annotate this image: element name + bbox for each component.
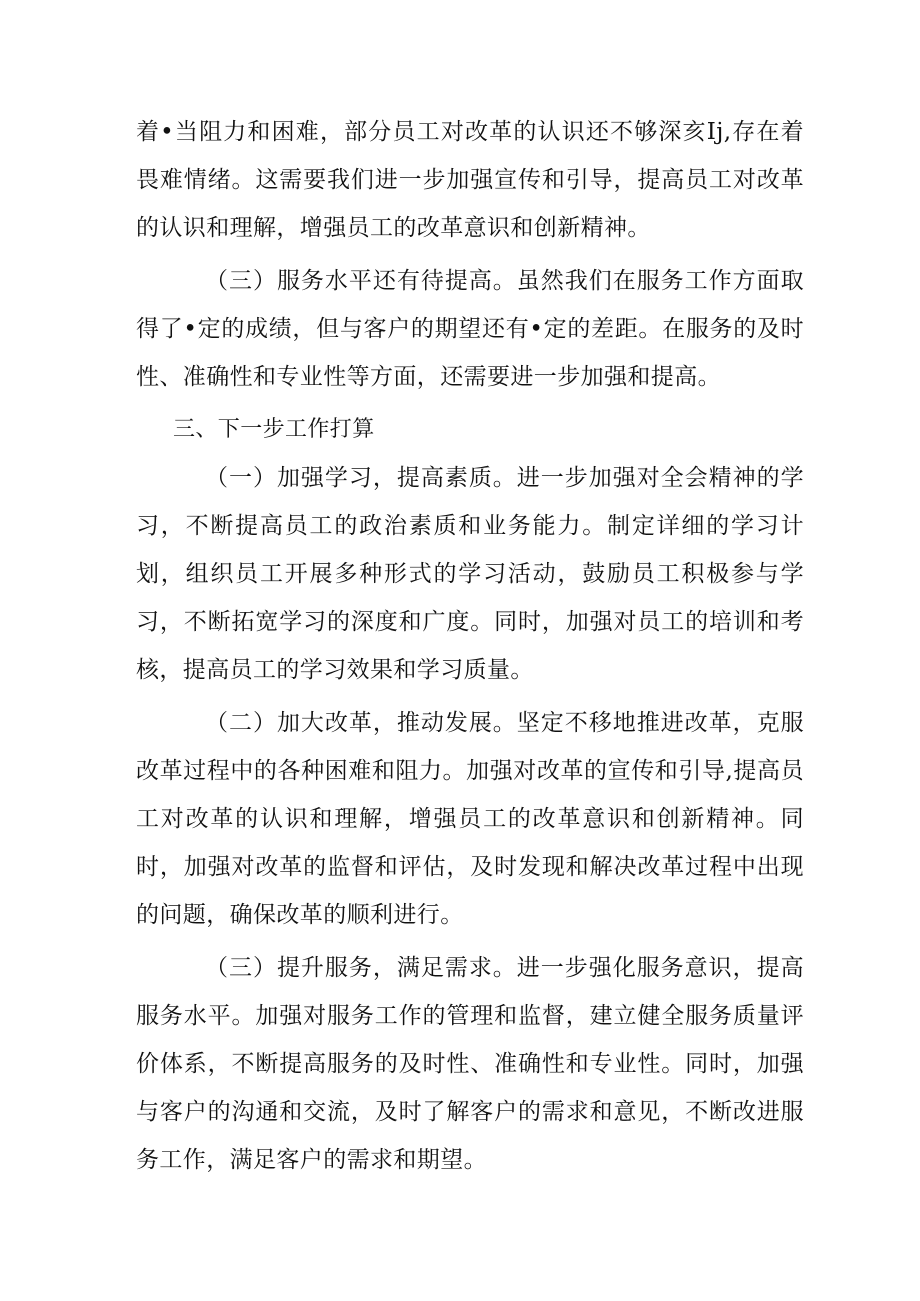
paragraph-reform: （二）加大改革，推动发展。坚定不移地推进改革，克服改革过程中的各种困难和阻力。加强对改革的宣传和引导,提高员工对改革的认识和理解，增强员工的改革意识和创新精神。同时，加强对改革的监督和评估，及时发现和解决改革过程中出现的问题，确保改革的顺利进行。: [136, 710, 804, 928]
paragraph-service: （三）提升服务，满足需求。进一步强化服务意识，提高服务水平。加强对服务工作的管理和监督，建立健全服务质量评价体系，不断提高服务的及时性、准确性和专业性。同时，加强与客户的沟通和交流，及时了解客户的需求和意见，不断改进服务工作，满足客户的需求和期望。: [136, 955, 804, 1173]
document-body: [136, 108, 804, 1189]
paragraph-service-level: （三）服务水平还有待提高。虽然我们在服务工作方面取得了•定的成绩，但与客户的期望还有•定的差距。在服务的及时性、准确性和专业性等方面，还需要进一步加强和提高。: [136, 268, 804, 390]
paragraph-study: （一）加强学习，提高素质。进一步加强对全会精神的学习，不断提高员工的政治素质和业务能力。制定详细的学习计划，组织员工开展多种形式的学习活动，鼓励员工积极参与学习，不断拓宽学习的深度和广度。同时，加强对员工的培训和考核，提高员工的学习效果和学习质量。: [136, 465, 804, 683]
section-heading-next-steps: 三、下一步工作打算: [173, 417, 375, 442]
paragraph-continued: 着•当阻力和困难，部分员工对改革的认识还不够深亥Ij,存在着畏难情绪。这需要我们进一步加强宣传和引导，提高员工对改革的认识和理解，增强员工的改革意识和创新精神。: [136, 119, 804, 241]
